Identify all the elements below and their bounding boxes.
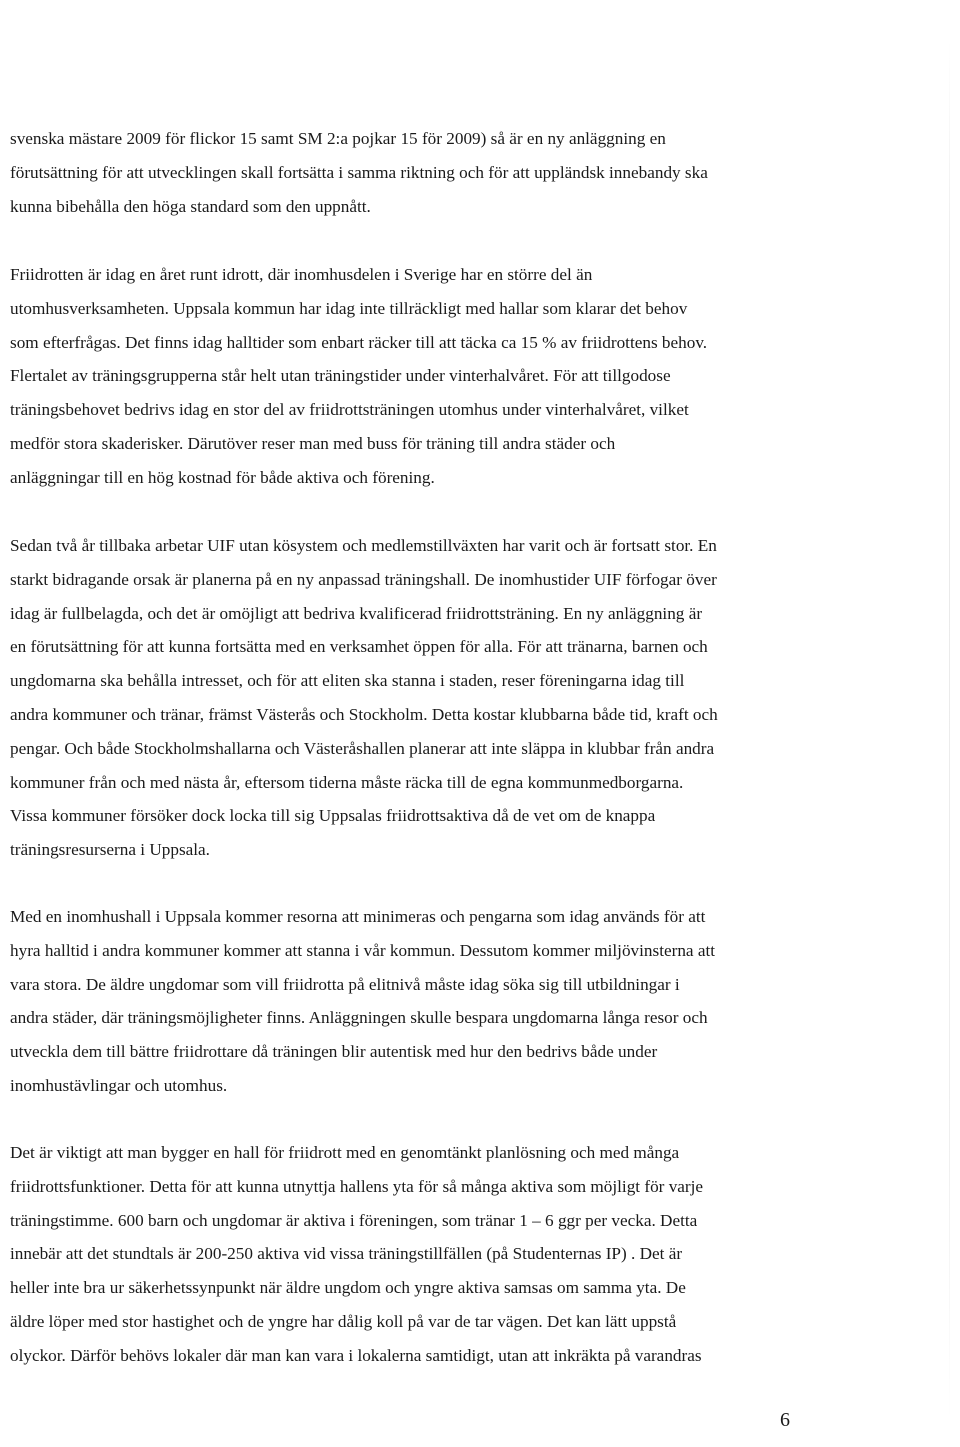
text-line: utveckla dem till bättre friidrottare då träningen blir autentisk med hur den bedrivs både under xyxy=(10,1042,658,1062)
text-line: träningsbehovet bedrivs idag en stor del av friidrottsträningen utomhus under vinterhalvåret, vilket xyxy=(10,400,689,420)
text-line: Friidrotten är idag en året runt idrott, där inomhusdelen i Sverige har en större del än xyxy=(10,265,593,284)
text-line: Med en inomhushall i Uppsala kommer resorna att minimeras och pengarna som idag används för att xyxy=(10,907,706,926)
text-line: anläggningar till en hög kostnad för både aktiva och förening. xyxy=(10,467,435,487)
text-line: ungdomarna ska behålla intresset, och för att eliten ska stanna i staden, reser föreningarna idag till xyxy=(10,671,685,691)
text-line: en förutsättning för att kunna fortsätta med en verksamhet öppen för alla. För att tränarna, barnen och xyxy=(10,637,708,657)
text-line: Flertalet av träningsgrupperna står helt utan träningstider under vinterhalvåret. För att tillgodose xyxy=(10,366,671,386)
text-line: kommuner från och med nästa år, eftersom tiderna måste räcka till de egna kommunmedborgarna. xyxy=(10,772,684,792)
text-line: starkt bidragande orsak är planerna på en ny anpassad träningshall. De inomhustider UIF förfogar över xyxy=(10,569,717,589)
text-line: andra kommuner och tränar, främst Västerås och Stockholm. Detta kostar klubbarna både tid, kraft och xyxy=(10,704,718,724)
paragraph-4 xyxy=(10,900,910,1103)
text-line: andra städer, där träningsmöjligheter finns. Anläggningen skulle bespara ungdomarna långa resor och xyxy=(10,1008,708,1028)
text-line: utomhusverksamheten. Uppsala kommun har idag inte tillräckligt med hallar som klarar det behov xyxy=(10,298,688,318)
text-line: pengar. Och både Stockholmshallarna och Västeråshallen planerar att inte släppa in klubbar från andra xyxy=(10,738,715,758)
text-line: Sedan två år tillbaka arbetar UIF utan kösystem och medlemstillväxten har varit och är fortsatt stor. En xyxy=(10,536,717,555)
scan-edge-shading xyxy=(949,40,950,1420)
text-line: som efterfrågas. Det finns idag halltider som enbart räcker till att täcka ca 15 % av friidrottens behov. xyxy=(10,332,708,352)
text-line: inomhustävlingar och utomhus. xyxy=(10,1075,228,1095)
text-line: Vissa kommuner försöker dock locka till sig Uppsalas friidrottsaktiva då de vet om de knappa xyxy=(10,806,656,826)
paragraph-1 xyxy=(10,122,910,223)
text-line: hyra halltid i andra kommuner kommer att stanna i vår kommun. Dessutom kommer miljövinsterna att xyxy=(10,940,716,960)
text-line: förutsättning för att utvecklingen skall fortsätta i samma riktning och för att uppländsk innebandy ska xyxy=(10,162,708,182)
text-line: innebär att det stundtals är 200-250 aktiva vid vissa träningstillfällen (på Studenternas IP) . Det är xyxy=(10,1244,683,1264)
text-line: idag är fullbelagda, och det är omöjligt att bedriva kvalificerad friidrottsträning. En ny anläggning är xyxy=(10,603,703,623)
text-line: Det är viktigt att man bygger en hall för friidrott med en genomtänkt planlösning och med många xyxy=(10,1143,680,1162)
text-line: kunna bibehålla den höga standard som den uppnått. xyxy=(10,196,371,216)
text-line: äldre löper med stor hastighet och de yngre har dålig koll på var de tar vägen. Det kan lätt uppstå xyxy=(10,1311,677,1331)
page-number: 6 xyxy=(780,1409,790,1431)
text-line: svenska mästare 2009 för flickor 15 samt SM 2:a pojkar 15 för 2009) så är en ny anläggning en xyxy=(10,129,666,148)
paragraph-5 xyxy=(10,1136,910,1373)
text-line: heller inte bra ur säkerhetssynpunkt när äldre ungdom och yngre aktiva samsas om samma yta. De xyxy=(10,1278,686,1298)
paragraph-2 xyxy=(10,258,910,495)
text-line: vara stora. De äldre ungdomar som vill friidrotta på elitnivå måste idag söka sig till utbildningar i xyxy=(10,974,680,994)
text-line: träningsresurserna i Uppsala. xyxy=(10,840,210,860)
text-line: träningstimme. 600 barn och ungdomar är aktiva i föreningen, som tränar 1 – 6 ggr per vecka. Detta xyxy=(10,1210,698,1230)
text-line: friidrottsfunktioner. Detta för att kunna utnyttja hallens yta för så många aktiva som möjligt för varje xyxy=(10,1176,704,1196)
text-line: olyckor. Därför behövs lokaler där man kan vara i lokalerna samtidigt, utan att inkräkta på varandras xyxy=(10,1345,702,1365)
paragraph-3 xyxy=(10,529,910,867)
text-line: medför stora skaderisker. Därutöver reser man med buss för träning till andra städer och xyxy=(10,433,616,453)
